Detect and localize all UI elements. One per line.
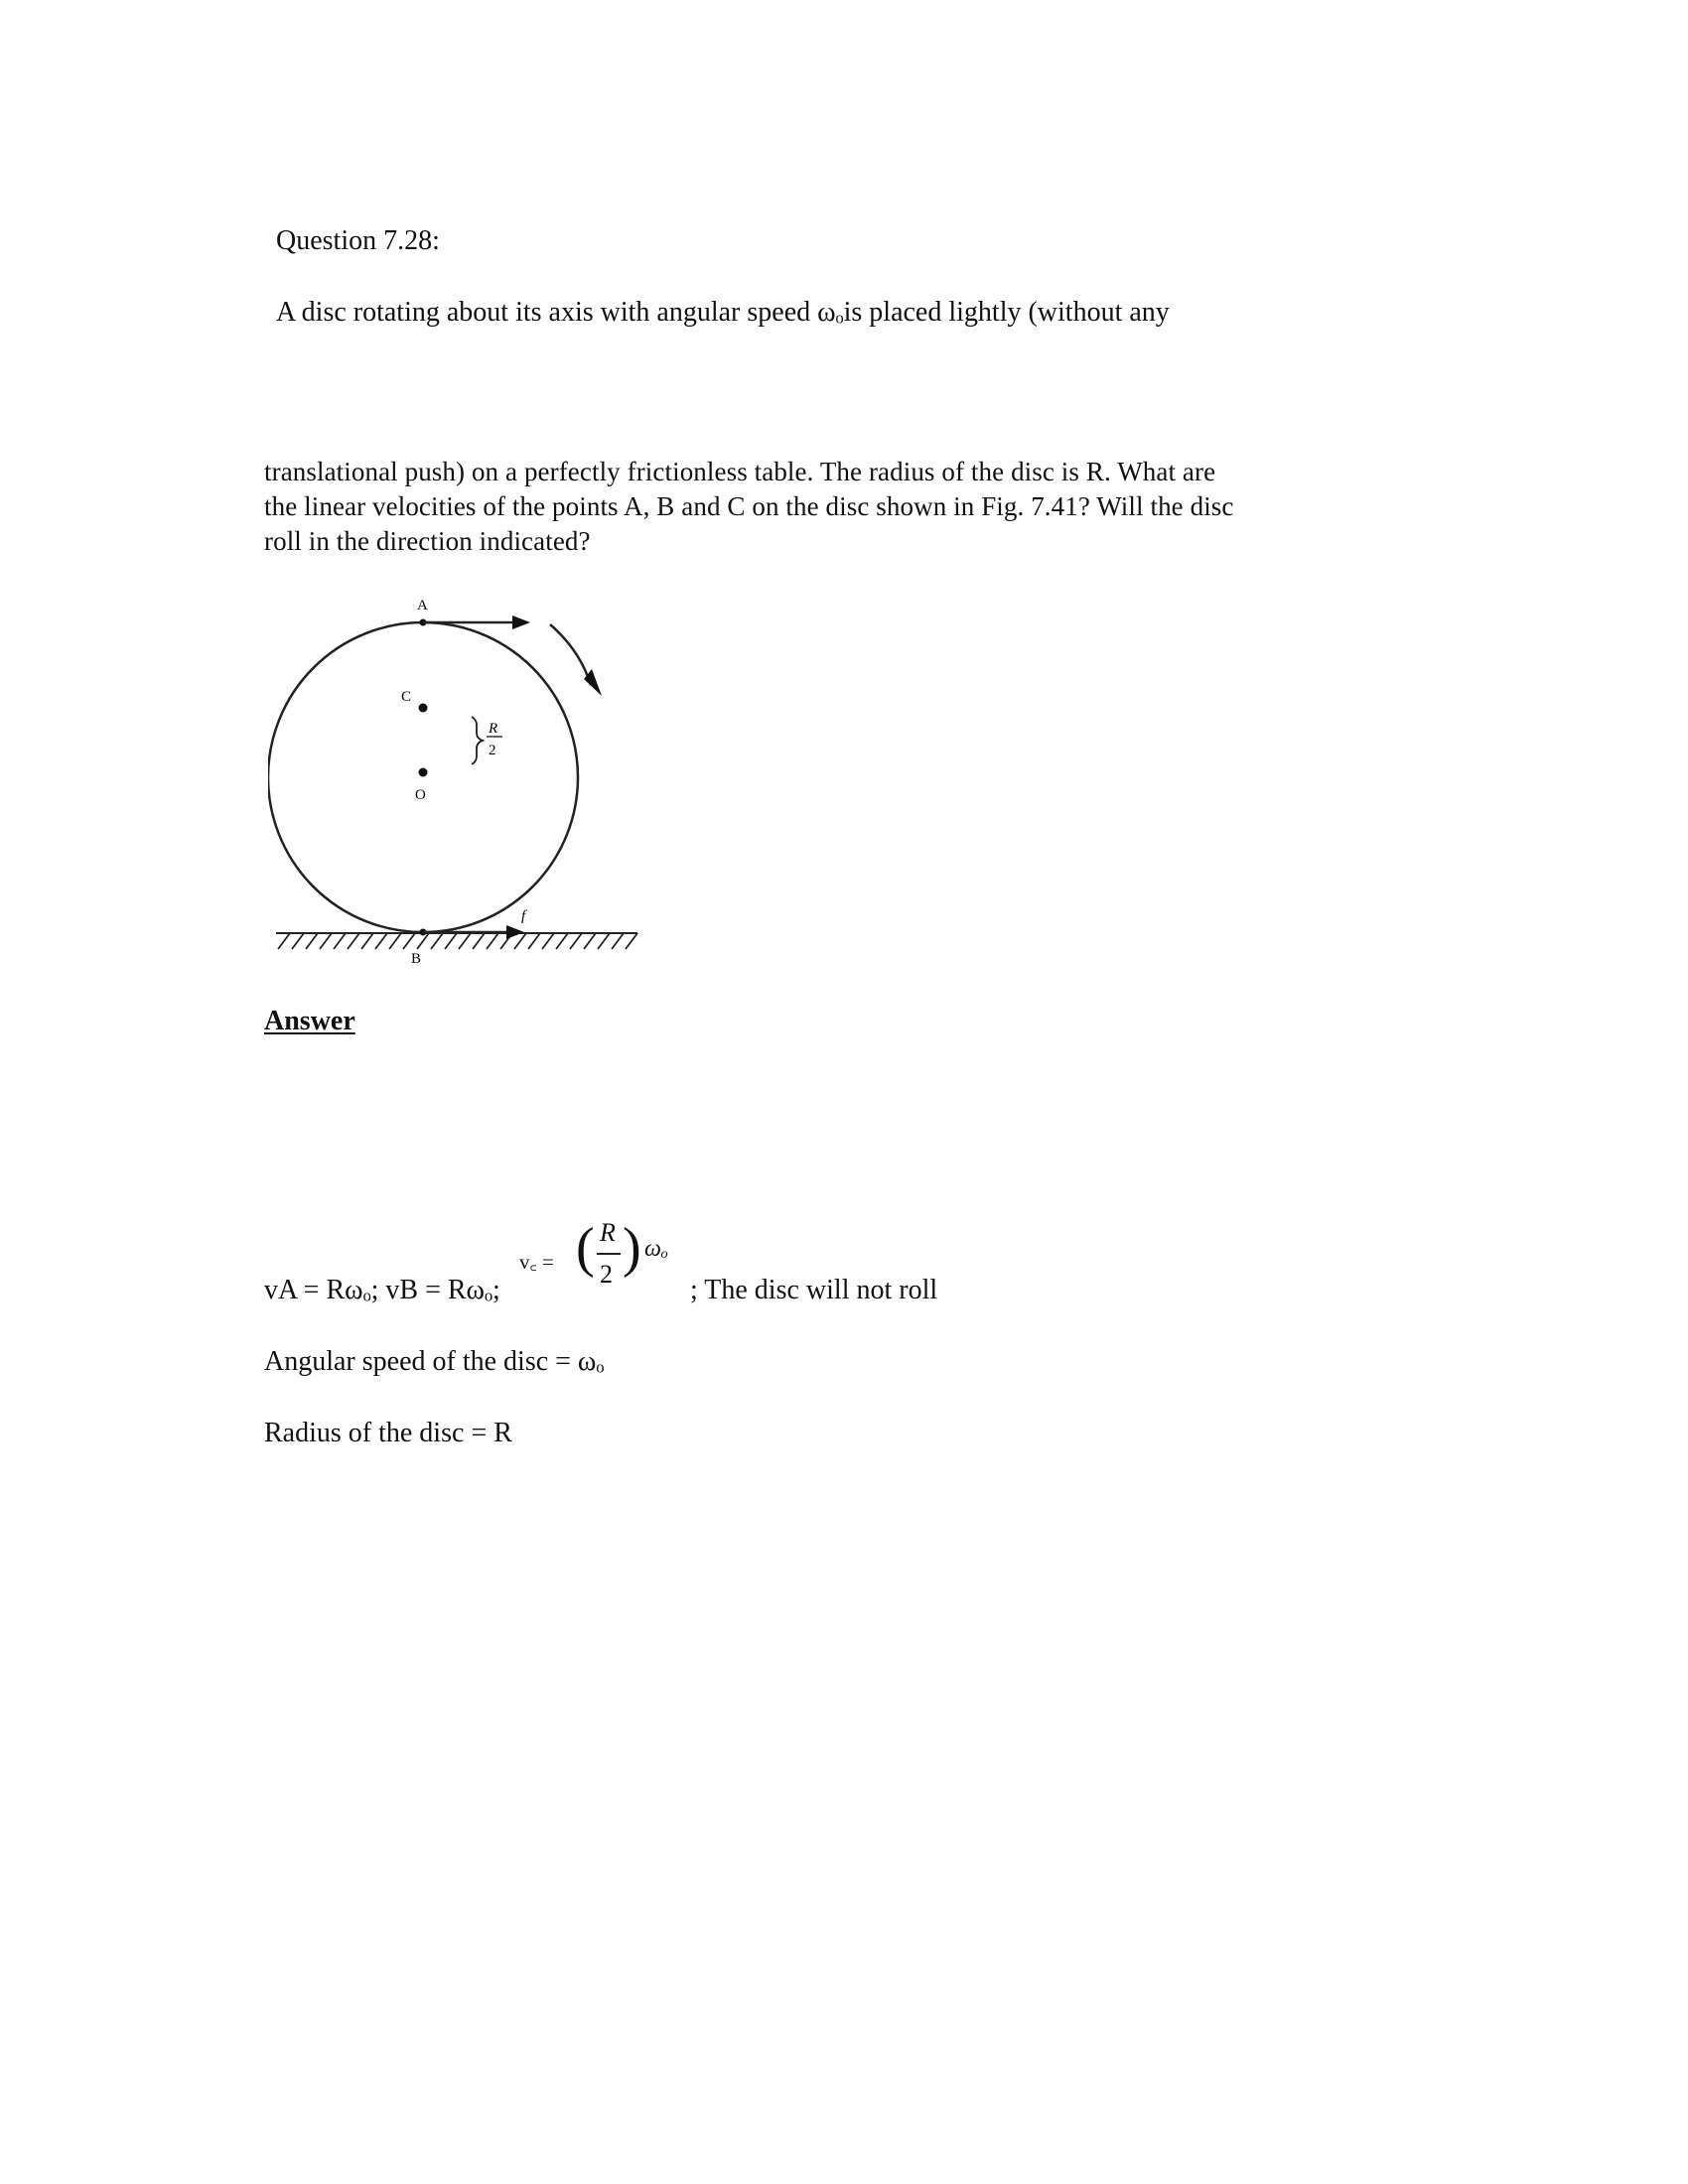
label-two: 2: [489, 743, 496, 758]
label-o: O: [415, 787, 426, 803]
point-c-dot: [419, 704, 428, 713]
label-r: R: [489, 721, 498, 737]
friction-arrowhead: [506, 925, 524, 939]
label-b: B: [411, 951, 422, 967]
label-c: C: [401, 689, 412, 705]
omega-symbol: ωₒ: [644, 1236, 668, 1262]
fraction-open-paren: (: [576, 1217, 595, 1279]
fraction-close-paren: ): [623, 1217, 641, 1279]
vc-label: v꜀ =: [519, 1250, 554, 1274]
velocity-a-arrowhead: [512, 615, 530, 629]
rotation-arc: [550, 624, 591, 685]
question-body-line-1: translational push) on a perfectly frictionless table. The radius of the disc is R. What are: [264, 457, 1216, 486]
label-a: A: [417, 598, 428, 614]
half-radius-brace: [472, 717, 483, 764]
fraction-denominator: 2: [600, 1260, 613, 1289]
table-hatching: [278, 933, 637, 949]
disc-figure-svg: [268, 596, 665, 983]
answer-heading: Answer: [264, 1006, 355, 1036]
answer-line-1-left: vA = Rωₒ; vB = Rωₒ;: [264, 1275, 500, 1305]
question-body-line-3: roll in the direction indicated?: [264, 526, 591, 556]
point-o-dot: [419, 768, 428, 777]
disc-figure: [268, 596, 665, 983]
question-title: Question 7.28:: [276, 225, 440, 256]
answer-line-3: Radius of the disc = R: [264, 1418, 512, 1448]
question-intro: A disc rotating about its axis with angular speed ωₒis placed lightly (without any: [276, 297, 1170, 328]
fraction-numerator: R: [600, 1218, 616, 1247]
answer-line-1-right: ; The disc will not roll: [690, 1275, 938, 1305]
label-f: f: [521, 908, 526, 924]
question-body-line-2: the linear velocities of the points A, B and C on the disc shown in Fig. 7.41? Will the disc: [264, 491, 1234, 521]
answer-line-2: Angular speed of the disc = ωₒ: [264, 1346, 605, 1377]
disc-circle: [268, 622, 578, 932]
fraction-line: [597, 1253, 621, 1255]
